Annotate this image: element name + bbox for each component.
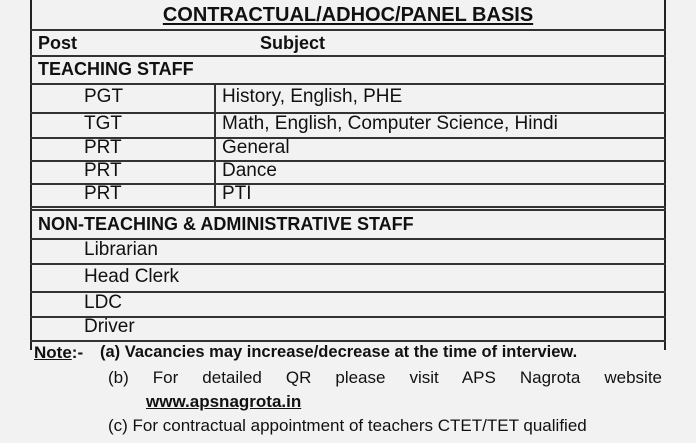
table-row-subject: Dance (222, 160, 277, 181)
table-row-subject: History, English, PHE (222, 86, 403, 107)
note-c: (c) For contractual appointment of teachers CTET/TET qualified (108, 416, 587, 435)
table-row-subject: PTI (222, 183, 252, 204)
column-divider (214, 83, 216, 206)
table-row-subject: General (222, 137, 290, 158)
page-title: CONTRACTUAL/ADHOC/PANEL BASIS (162, 4, 534, 26)
divider (30, 206, 666, 208)
table-row-post: PRT (84, 160, 122, 181)
table-row-post: Driver (84, 316, 135, 337)
table-row-post: TGT (84, 113, 122, 134)
section-heading-teaching: TEACHING STAFF (38, 59, 194, 79)
divider (30, 209, 666, 211)
note-b-text: (b) For detailed QR please visit APS Nagrota website (108, 368, 662, 387)
table-row-subject: Math, English, Computer Science, Hindi (222, 113, 558, 134)
divider (30, 137, 666, 139)
divider (30, 183, 666, 185)
divider (30, 263, 666, 265)
table-row-post: Head Clerk (84, 266, 180, 287)
website-link[interactable]: www.apsnagrota.in (146, 392, 302, 411)
divider (30, 83, 666, 85)
table-right-border (664, 0, 666, 350)
note-a: (a) Vacancies may increase/decrease at the time of interview. (100, 343, 578, 361)
table-row-post: PGT (84, 86, 124, 107)
note-label: Note (34, 343, 72, 362)
column-header-post: Post (38, 33, 78, 53)
note-b (108, 368, 662, 388)
divider (30, 29, 666, 31)
column-header-subject: Subject (260, 33, 326, 53)
table-row-post: LDC (84, 292, 123, 313)
note-heading (34, 343, 83, 363)
table-row-post: PRT (84, 137, 122, 158)
divider (30, 160, 666, 162)
divider (30, 340, 666, 342)
table-row-post: Librarian (84, 239, 158, 260)
table-row-post: PRT (84, 183, 122, 204)
divider (30, 291, 666, 293)
note-separator: :- (71, 343, 84, 362)
section-heading-non-teaching: NON-TEACHING & ADMINISTRATIVE STAFF (38, 214, 414, 234)
table-left-border (30, 0, 32, 350)
